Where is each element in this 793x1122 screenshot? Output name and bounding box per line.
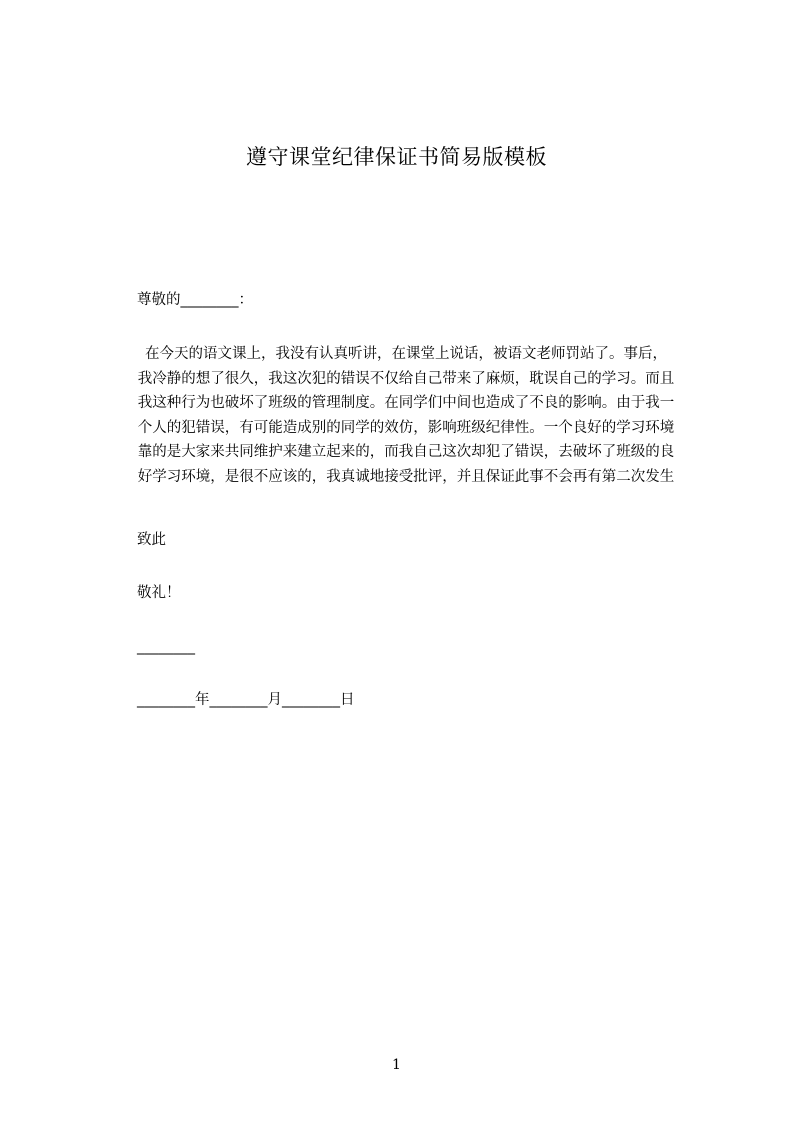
- date-line: ________年________月________日: [137, 692, 355, 708]
- closing-salute: 敬礼！: [137, 585, 181, 601]
- document-title: 遵守课堂纪律保证书简易版模板: [246, 145, 547, 169]
- signature-blank: ________: [137, 639, 195, 655]
- body-line: 个人的犯错误，有可能造成别的同学的效仿，影响班级纪律性。一个良好的学习环境: [137, 419, 675, 436]
- closing-phrase: 致此: [137, 532, 166, 548]
- body-paragraph: [106, 342, 706, 490]
- body-line: 在今天的语文课上，我没有认真听讲，在课堂上说话，被语文老师罚站了。事后，: [145, 346, 667, 362]
- body-line: 靠的是大家来共同维护来建立起来的，而我自己这次却犯了错误，去破坏了班级的良: [137, 444, 675, 461]
- body-line: 我冷静的想了很久，我这次犯的错误不仅给自己带来了麻烦，耽误自己的学习。而且: [137, 370, 675, 387]
- body-line: 我这种行为也破坏了班级的管理制度。在同学们中间也造成了不良的影响。由于我一: [137, 395, 675, 412]
- body-line: 好学习环境，是很不应该的，我真诚地接受批评，并且保证此事不会再有第二次发生: [137, 468, 675, 485]
- salutation: 尊敬的________：: [137, 292, 253, 308]
- page-number: 1: [392, 1057, 401, 1073]
